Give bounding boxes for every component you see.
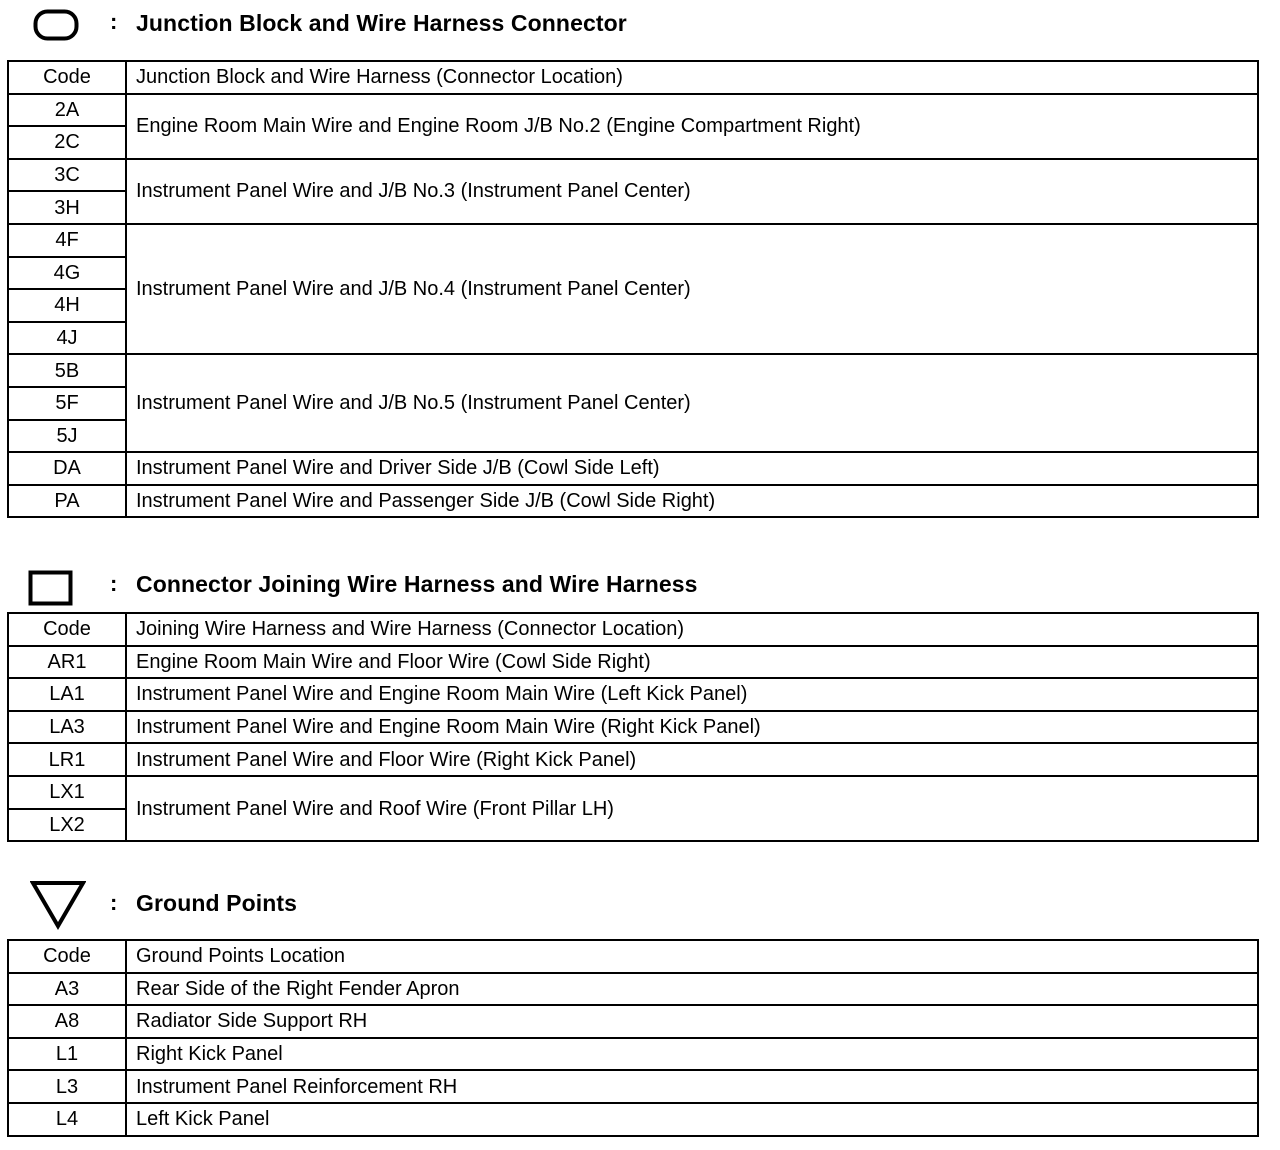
location-cell: Instrument Panel Wire and Passenger Side J/B (Cowl Side Right) (126, 485, 1258, 518)
table-row (8, 776, 1258, 809)
ground-points-table (7, 939, 1259, 1137)
table-row (8, 646, 1258, 679)
location-cell: Engine Room Main Wire and Floor Wire (Cowl Side Right) (126, 646, 1258, 679)
table-row (8, 743, 1258, 776)
code-cell: 3C (8, 159, 126, 192)
code-cell: DA (8, 452, 126, 485)
table-header-row (8, 613, 1258, 646)
location-cell: Instrument Panel Reinforcement RH (126, 1070, 1258, 1103)
code-cell: L3 (8, 1070, 126, 1103)
section-colon: : (110, 571, 118, 596)
section-title: Junction Block and Wire Harness Connector (136, 10, 627, 36)
connector-joining-table (7, 612, 1259, 842)
code-cell: 5B (8, 354, 126, 387)
location-cell: Instrument Panel Wire and J/B No.3 (Instrument Panel Center) (126, 159, 1258, 224)
location-cell: Left Kick Panel (126, 1103, 1258, 1136)
table-row (8, 1070, 1258, 1103)
table-row (8, 485, 1258, 518)
location-cell: Radiator Side Support RH (126, 1005, 1258, 1038)
table-row (8, 159, 1258, 192)
table-header-row (8, 61, 1258, 94)
location-cell: Instrument Panel Wire and J/B No.5 (Instrument Panel Center) (126, 354, 1258, 452)
code-cell: A8 (8, 1005, 126, 1038)
code-cell: LX2 (8, 809, 126, 842)
location-cell: Rear Side of the Right Fender Apron (126, 973, 1258, 1006)
location-cell: Instrument Panel Wire and Roof Wire (Front Pillar LH) (126, 776, 1258, 841)
location-cell: Instrument Panel Wire and Engine Room Main Wire (Right Kick Panel) (126, 711, 1258, 744)
code-cell: 3H (8, 191, 126, 224)
down-triangle-icon (30, 880, 86, 930)
rounded-rectangle-icon (33, 9, 79, 41)
section-colon: : (110, 890, 118, 915)
code-cell: 4F (8, 224, 126, 257)
code-cell: 5J (8, 420, 126, 453)
column-header-code: Code (8, 613, 126, 646)
code-cell: 2C (8, 126, 126, 159)
code-cell: A3 (8, 973, 126, 1006)
table-row (8, 94, 1258, 127)
code-cell: 4J (8, 322, 126, 355)
code-cell: LA1 (8, 678, 126, 711)
location-cell: Instrument Panel Wire and Driver Side J/B (Cowl Side Left) (126, 452, 1258, 485)
code-cell: LX1 (8, 776, 126, 809)
location-cell: Instrument Panel Wire and Floor Wire (Right Kick Panel) (126, 743, 1258, 776)
table-row (8, 1005, 1258, 1038)
column-header-code: Code (8, 940, 126, 973)
section-header-ground-points (0, 878, 1280, 924)
code-cell: LR1 (8, 743, 126, 776)
code-cell: 2A (8, 94, 126, 127)
location-cell: Instrument Panel Wire and J/B No.4 (Instrument Panel Center) (126, 224, 1258, 354)
code-cell: 4H (8, 289, 126, 322)
code-cell: L1 (8, 1038, 126, 1071)
section-header-junction-block (0, 0, 1280, 46)
table-row (8, 973, 1258, 1006)
column-header-location: Joining Wire Harness and Wire Harness (Connector Location) (126, 613, 1258, 646)
code-cell: 5F (8, 387, 126, 420)
table-row (8, 678, 1258, 711)
code-cell: AR1 (8, 646, 126, 679)
section-colon: : (110, 9, 118, 34)
code-cell: 4G (8, 257, 126, 290)
location-cell: Right Kick Panel (126, 1038, 1258, 1071)
section-title: Connector Joining Wire Harness and Wire Harness (136, 571, 698, 597)
table-header-row (8, 940, 1258, 973)
square-icon (28, 570, 74, 608)
table-row (8, 452, 1258, 485)
column-header-code: Code (8, 61, 126, 94)
junction-block-table (7, 60, 1259, 518)
column-header-location: Ground Points Location (126, 940, 1258, 973)
section-header-connector-joining (0, 565, 1280, 611)
table-row (8, 1103, 1258, 1136)
location-cell: Engine Room Main Wire and Engine Room J/B No.2 (Engine Compartment Right) (126, 94, 1258, 159)
code-cell: PA (8, 485, 126, 518)
table-row (8, 354, 1258, 387)
code-cell: L4 (8, 1103, 126, 1136)
code-cell: LA3 (8, 711, 126, 744)
table-row (8, 711, 1258, 744)
section-title: Ground Points (136, 890, 298, 916)
table-row (8, 1038, 1258, 1071)
location-cell: Instrument Panel Wire and Engine Room Main Wire (Left Kick Panel) (126, 678, 1258, 711)
table-row (8, 224, 1258, 257)
column-header-location: Junction Block and Wire Harness (Connector Location) (126, 61, 1258, 94)
